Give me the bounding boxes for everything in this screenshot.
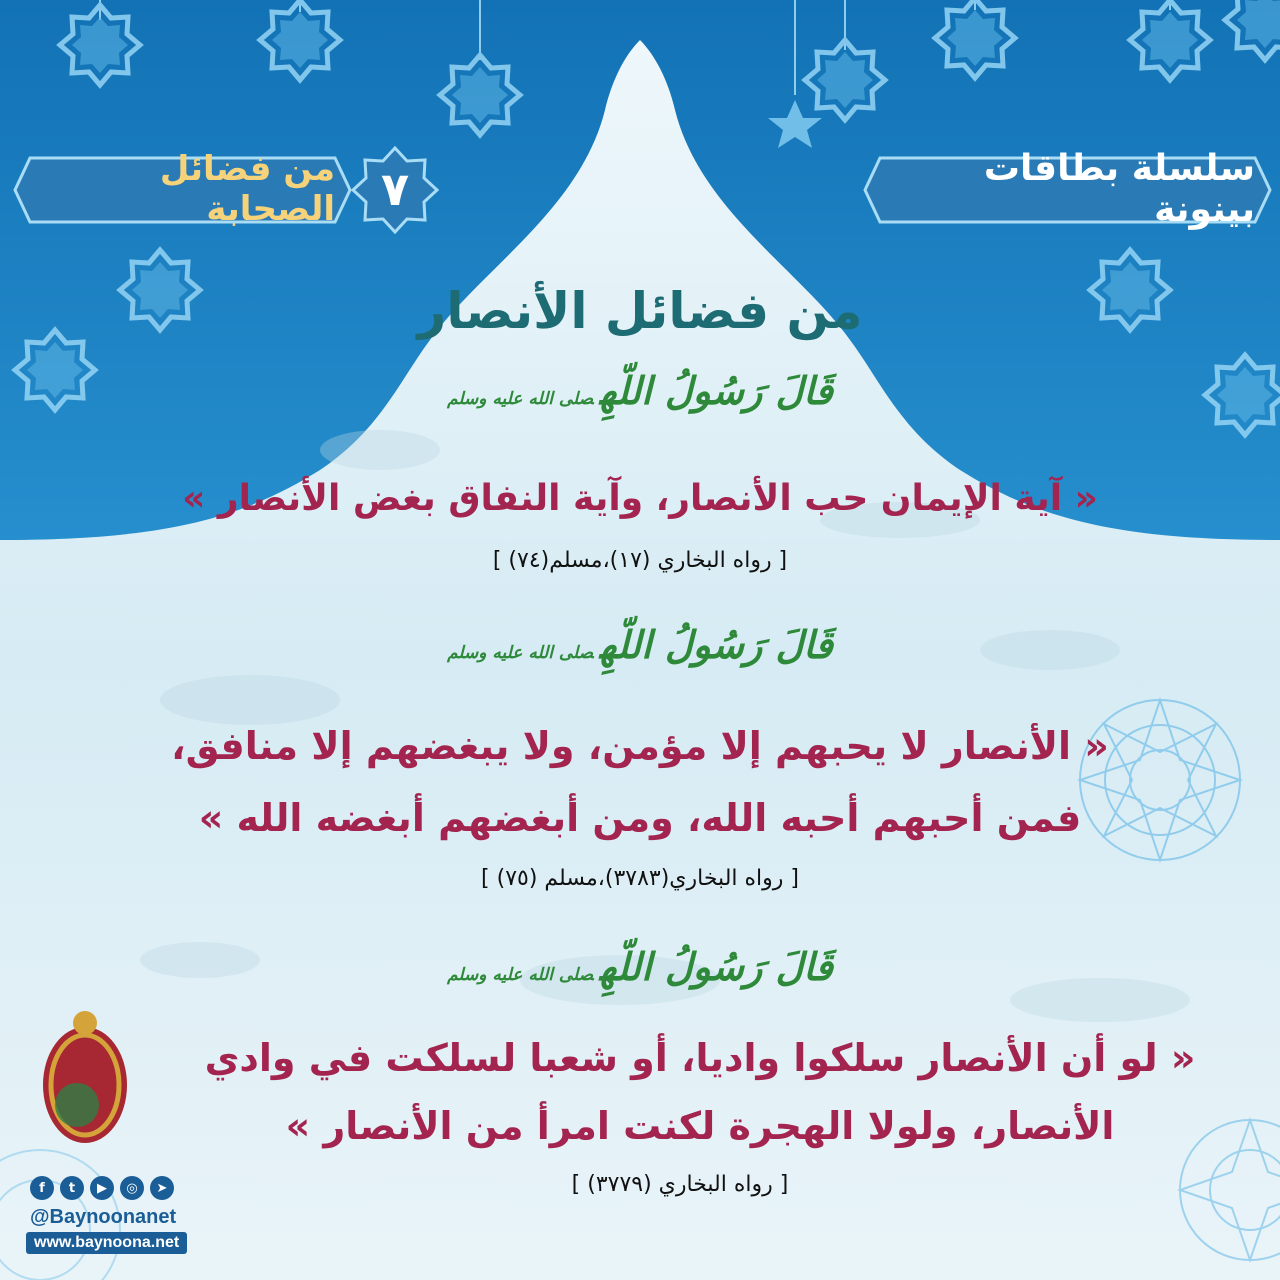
twitter-icon[interactable]: t [60, 1176, 84, 1200]
card-number-text: ٧ [380, 162, 410, 216]
hadith-3-line-2: الأنصار، ولولا الهجرة لكنت امرأ من الأنصار » [285, 1104, 1115, 1148]
said-salutation: صلى الله عليه وسلم [447, 965, 594, 985]
social-icons [30, 1176, 174, 1200]
said-salutation: صلى الله عليه وسلم [447, 389, 594, 409]
youtube-icon[interactable]: ▶ [90, 1176, 114, 1200]
topic-label-text: من فضائل الصحابة [159, 149, 335, 229]
said-phrase: قَالَ رَسُولُ اللّهِ [599, 944, 833, 989]
hadith-1-reference: [ رواه البخاري (١٧)،مسلم(٧٤) ] [492, 548, 788, 573]
hadith-2-reference: [ رواه البخاري(٣٧٨٣)،مسلم (٧٥) ] [481, 866, 799, 891]
telegram-icon[interactable]: ➤ [150, 1176, 174, 1200]
hadith-2-line-2: فمن أحبهم أحبه الله، ومن أبغضهم أبغضه الله » [198, 796, 1082, 840]
prophet-said-1 [0, 368, 1280, 413]
said-phrase: قَالَ رَسُولُ اللّهِ [599, 368, 833, 413]
page-title: من فضائل الأنصار [417, 282, 863, 340]
topic-label [30, 150, 335, 228]
prophet-said-2 [0, 622, 1280, 667]
social-handle[interactable]: @Baynoonanet [30, 1206, 177, 1228]
facebook-icon[interactable]: f [30, 1176, 54, 1200]
hadith-1-line-1: « آية الإيمان حب الأنصار، وآية النفاق بغض الأنصار » [182, 478, 1098, 519]
prophet-said-3 [0, 944, 1280, 989]
website-url[interactable]: www.baynoona.net [26, 1232, 187, 1254]
instagram-icon[interactable]: ◎ [120, 1176, 144, 1200]
said-phrase: قَالَ رَسُولُ اللّهِ [599, 622, 833, 667]
series-label-text: سلسلة بطاقات بينونة [983, 148, 1255, 230]
card-number [360, 150, 430, 228]
said-salutation: صلى الله عليه وسلم [447, 643, 594, 663]
hadith-3-reference: [ رواه البخاري (٣٧٧٩) ] [571, 1172, 789, 1197]
series-label [880, 150, 1255, 228]
hadith-3-line-1: « لو أن الأنصار سلكوا واديا، أو شعبا لسلكت في وادي [204, 1036, 1196, 1080]
hadith-2-line-1: « الأنصار لا يحبهم إلا مؤمن، ولا يبغضهم إلا منافق، [171, 724, 1109, 768]
